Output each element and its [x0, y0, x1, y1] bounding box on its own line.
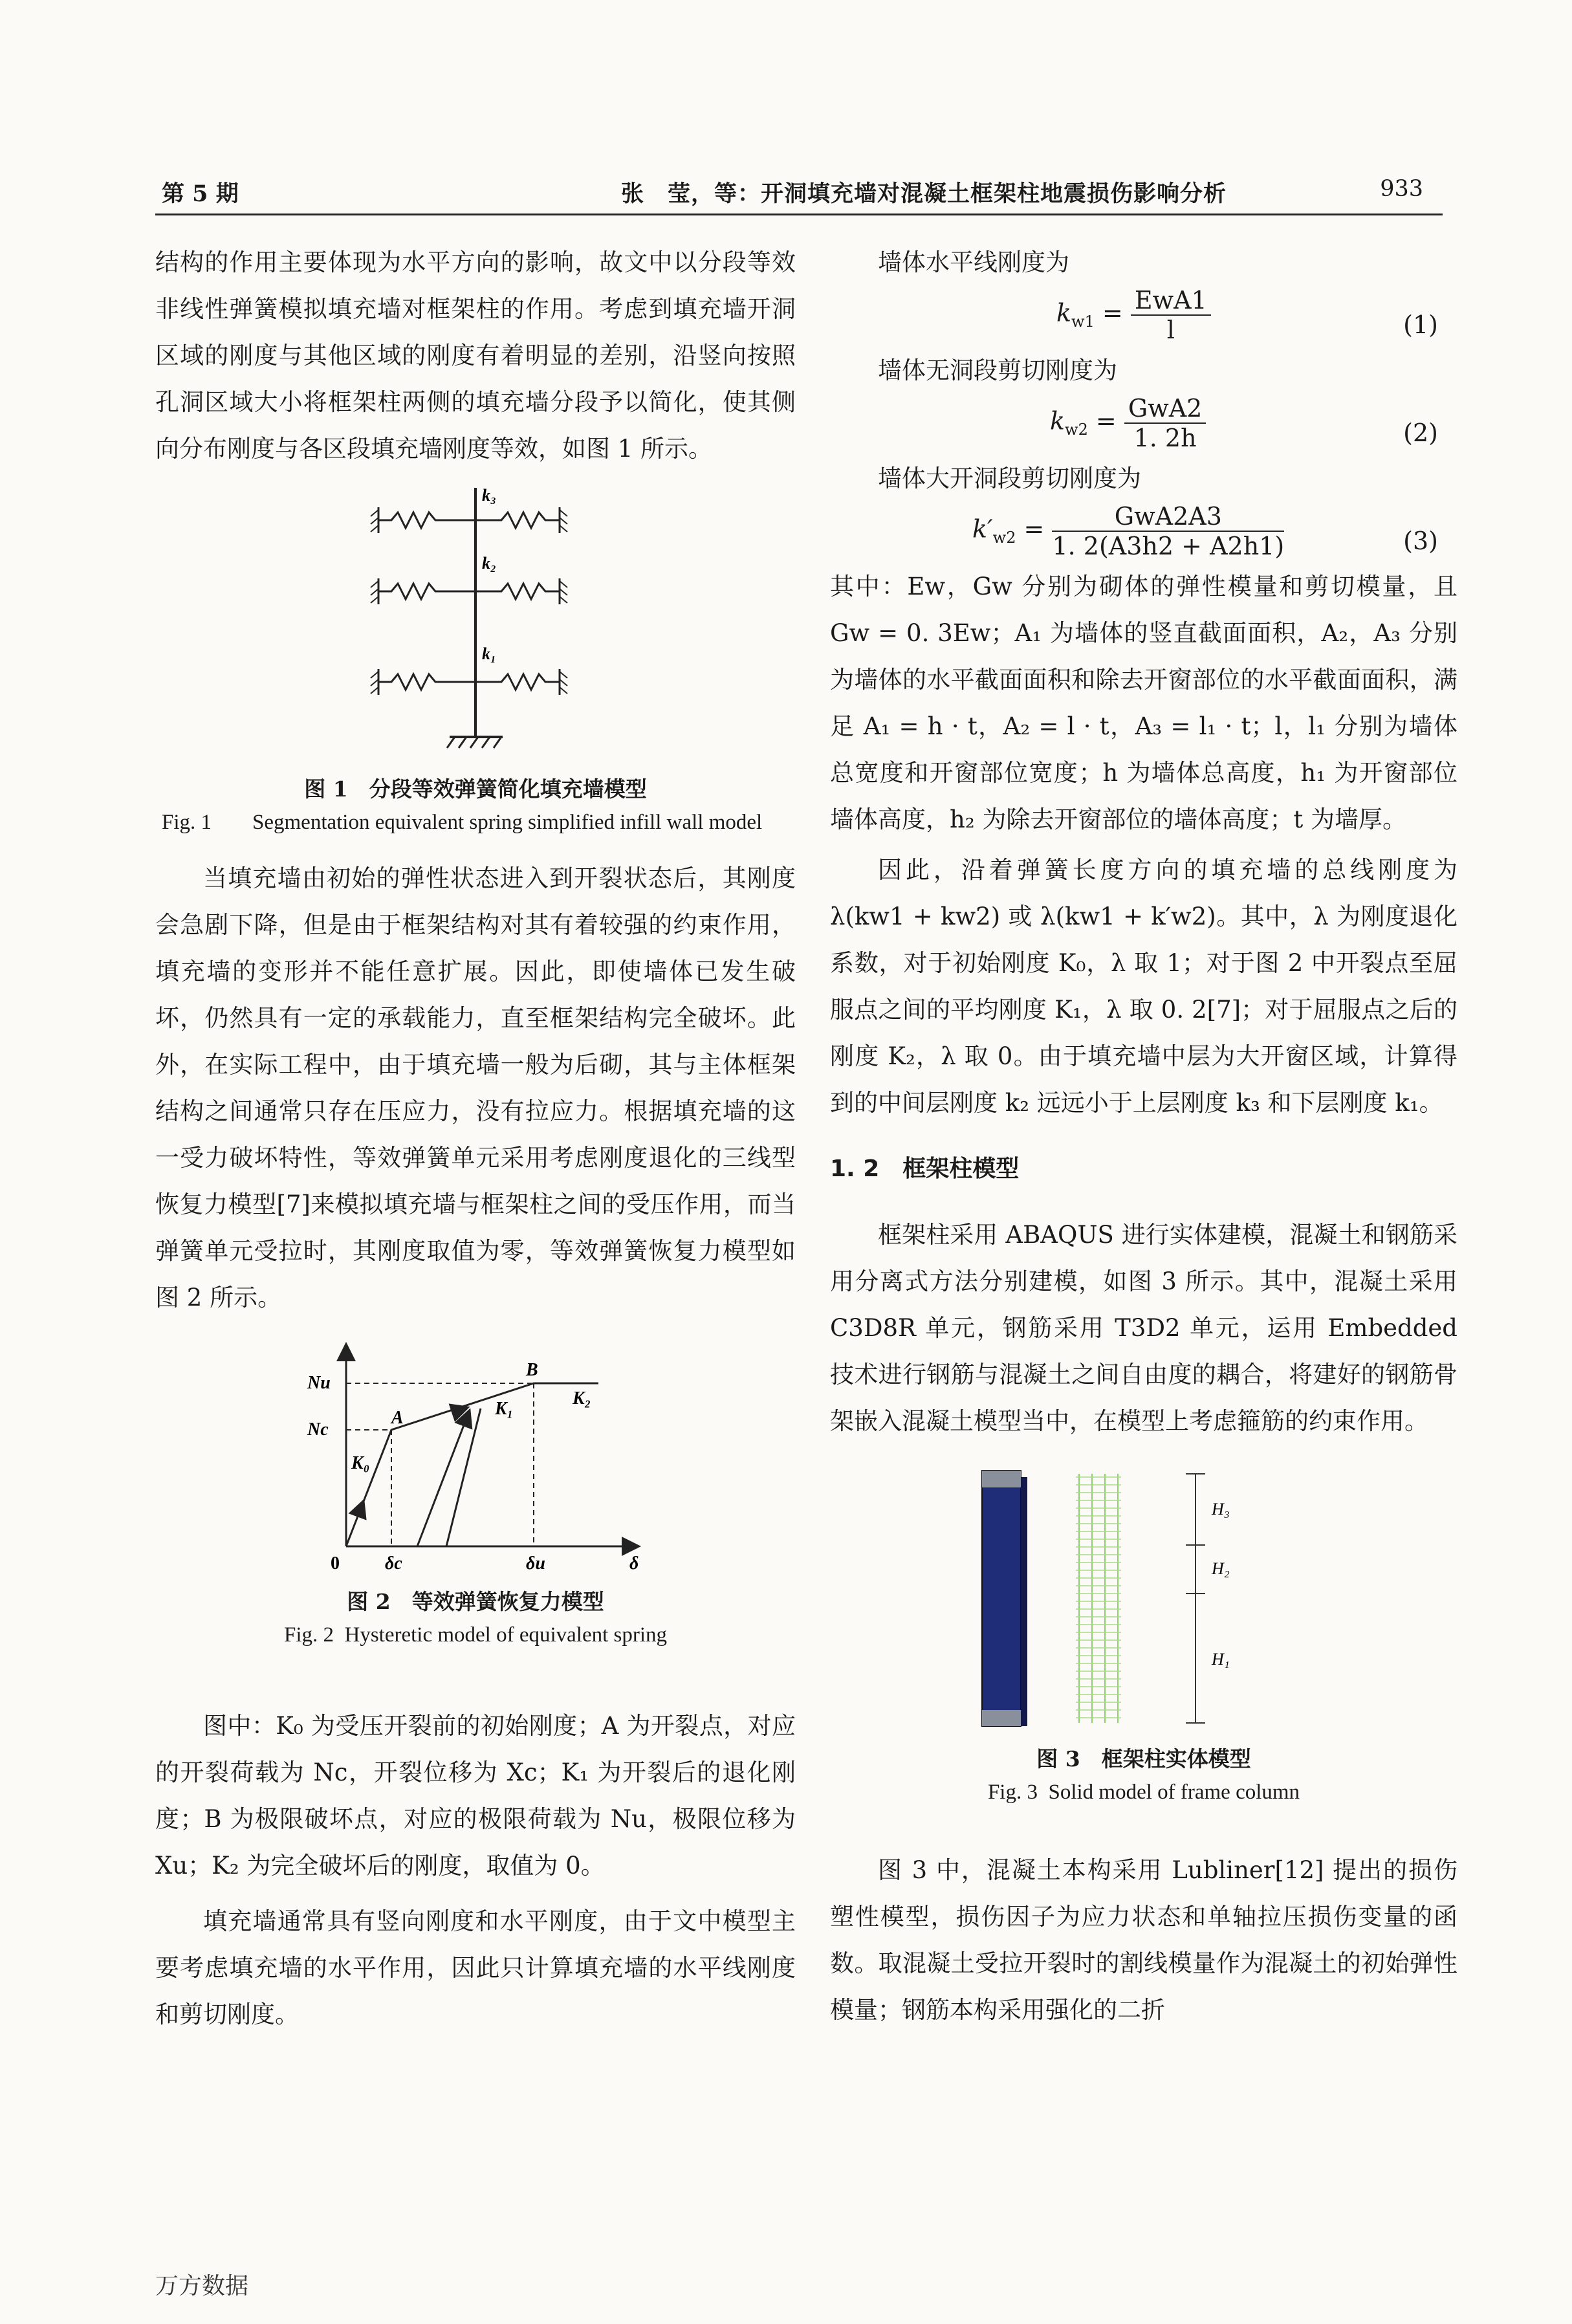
- spring-level-3: [378, 507, 560, 533]
- eq2-number: (2): [1403, 419, 1438, 447]
- label-h2: H₂: [1212, 1559, 1230, 1578]
- spring-level-2: [378, 578, 560, 604]
- eq1-number: (1): [1403, 311, 1438, 339]
- eq3-formula: $k'_{w2}$ = $\frac{\text{GwA2A3}}{1. 2(A3h2 + A2h1)}$: [972, 502, 1285, 560]
- spring-level-1: [378, 669, 560, 695]
- paragraph-3: 图中：K₀ 为受压开裂前的初始刚度；A 为开裂点，对应的开裂荷载为 Nc，开裂位移为 Xc；K₁ 为开裂后的退化刚度；B 为极限破坏点，对应的极限荷载为 Nu，极限位移为 Xu；K₂ 为完全破坏后的刚度，取值为 0。: [155, 1712, 796, 1880]
- label-k0: K₀: [351, 1453, 370, 1473]
- eq2-formula: $k_{w2}$ = $\frac{\text{GwA2}}{1. 2h}$: [1050, 394, 1206, 453]
- paragraph-7: 框架柱采用 ABAQUS 进行实体建模，混凝土和钢筋采用分离式方法分别建模，如图 3 所示。其中，混凝土采用 C3D8R 单元，钢筋采用 T3D2 单元，运用 Embedded 技术进行钢筋与混凝土之间自由度的耦合，将建好的钢筋骨架嵌入混凝土模型当中，在模型上考虑箍筋的约束作用。: [830, 1221, 1457, 1435]
- column-cap-bottom: [982, 1710, 1021, 1726]
- equation-1: [830, 286, 1457, 347]
- figure-3-caption-en: [830, 1776, 1457, 1808]
- eq1-formula: $k_{w1}$ = $\frac{\text{EwA1}}{l}$: [1056, 286, 1211, 345]
- running-title: 张 莹，等：开洞填充墙对混凝土框架柱地震损伤影响分析: [621, 181, 1227, 207]
- eq3-intro: 墙体大开洞段剪切刚度为: [878, 465, 1141, 492]
- eq2-intro: 墙体无洞段剪切刚度为: [878, 356, 1117, 384]
- wall-hatch: [371, 510, 567, 694]
- rebar-stirrups: [1076, 1477, 1121, 1718]
- figure-3-text: Solid model of frame column: [1048, 1781, 1300, 1804]
- column-side: [1021, 1477, 1027, 1726]
- label-nc: Nc: [307, 1420, 329, 1440]
- section-heading: 1. 2 框架柱模型: [830, 1156, 1020, 1182]
- label-dc: δc: [385, 1553, 402, 1573]
- rebar-skeleton: [1079, 1474, 1118, 1723]
- paragraph-6: 因此，沿着弹簧长度方向的填充墙的总线刚度为 λ(kw1 + kw2) 或 λ(kw1 + k′w2)。其中，λ 为刚度退化系数，对于初始刚度 K₀，λ 取 1；对于图 2 中开裂点至屈服点之间的平均刚度 K₁，λ 取 0. 2[7]；对于屈服点之后的刚度 K₂，λ 取 0。由于填充墙中层为大开窗区域，计算得到的中间层刚度 k₂ 远远小于上层刚度 k₃ 和下层刚度 k₁。: [830, 856, 1457, 1117]
- hysteretic-model-chart: [294, 1333, 657, 1579]
- figure-1-text: Segmentation equivalent spring simplified infill wall model: [252, 811, 763, 834]
- column-cap-top: [982, 1471, 1021, 1487]
- figure-2: [294, 1333, 657, 1579]
- page-number: 933: [1380, 176, 1423, 202]
- figure-3-label: Fig. 3: [987, 1781, 1038, 1804]
- label-k2: K₂: [573, 1388, 591, 1409]
- frame-column-model: [963, 1464, 1325, 1736]
- label-delta: δ: [629, 1553, 639, 1573]
- label-h1: H₁: [1212, 1650, 1230, 1669]
- figure-2-label: Fig. 2: [283, 1623, 334, 1647]
- eq1-intro: 墙体水平线刚度为: [878, 248, 1069, 276]
- figure-1-label: Fig. 1: [162, 811, 212, 834]
- label-b: B: [526, 1360, 538, 1380]
- label-k1: K₁: [495, 1399, 514, 1419]
- paragraph-1: 结构的作用主要体现为水平方向的影响，故文中以分段等效非线性弹簧模拟填充墙对框架柱的作用。考虑到填充墙开洞区域的刚度与其他区域的刚度有着明显的差别，沿竖向按照孔洞区域大小将框架柱两侧的填充墙分段予以简化，使其侧向分布刚度与各区段填充墙刚度等效，如图 1 所示。: [155, 248, 796, 463]
- figure-1: [353, 481, 598, 766]
- unload-line-2: [446, 1409, 481, 1546]
- k0-arrow: [359, 1502, 363, 1513]
- label-nu: Nu: [307, 1373, 331, 1393]
- figure-2-caption-cn: 图 2 等效弹簧恢复力模型: [347, 1589, 604, 1614]
- paragraph-2: 当填充墙由初始的弹性状态进入到开裂状态后，其刚度会急剧下降，但是由于框架结构对其有着较强的约束作用，填充墙的变形并不能任意扩展。因此，即使墙体已发生破坏，仍然具有一定的承载能力，直至框架结构完全破坏。此外，在实际工程中，由于填充墙一般为后砌，其与主体框架结构之间通常只存在压应力，没有拉应力。根据填充墙的这一受力破坏特性，等效弹簧单元采用考虑刚度退化的三线型恢复力模型[7]来模拟填充墙与框架柱之间的受压作用，而当弹簧单元受拉时，其刚度取值为零，等效弹簧恢复力模型如图 2 所示。: [155, 864, 796, 1311]
- eq3-number: (3): [1403, 527, 1438, 555]
- label-du: δu: [526, 1553, 545, 1573]
- label-k1: k₁: [482, 644, 497, 663]
- figure-3-caption-cn: 图 3 框架柱实体模型: [1036, 1746, 1251, 1771]
- unload-line-1: [417, 1412, 469, 1546]
- k1-arrow: [463, 1408, 466, 1409]
- left-column: [155, 239, 796, 2038]
- right-column: [830, 239, 1457, 2034]
- figure-3: [963, 1464, 1325, 1736]
- figure-1-caption-cn: 图 1 分段等效弹簧简化填充墙模型: [304, 776, 647, 802]
- label-h3: H₃: [1212, 1500, 1230, 1518]
- paragraph-5: 其中：Ew，Gw 分别为砌体的弹性模量和剪切模量，且 Gw = 0. 3Ew；A₁ 为墙体的竖直截面面积，A₂，A₃ 分别为墙体的水平截面面积和除去开窗部位的水平截面面积，满足 A₁ = h · t，A₂ = l · t，A₃ = l₁ · t；l，l₁ 分别为墙体总宽度和开窗部位宽度；h 为墙体总高度，h₁ 为开窗部位墙体高度，h₂ 为除去开窗部位的墙体高度；t 为墙厚。: [830, 573, 1457, 833]
- figure-2-text: Hysteretic model of equivalent spring: [344, 1623, 668, 1647]
- label-a: A: [391, 1408, 404, 1428]
- base-hatch: [447, 737, 501, 748]
- figure-2-caption-en: [155, 1619, 796, 1651]
- equation-3: [830, 502, 1457, 564]
- paragraph-4: 填充墙通常具有竖向刚度和水平刚度，由于文中模型主要考虑填充墙的水平作用，因此只计算填充墙的水平线刚度和剪切刚度。: [155, 1907, 796, 2028]
- label-k2: k₂: [482, 554, 497, 573]
- equation-2: [830, 394, 1457, 455]
- issue-number: 第 5 期: [162, 181, 239, 207]
- backbone-curve: [346, 1383, 598, 1546]
- figure-1-caption-en: [155, 806, 796, 839]
- footer-watermark: 万方数据: [155, 2273, 249, 2299]
- label-k3: k₃: [482, 486, 497, 505]
- spring-model-diagram: [353, 481, 598, 766]
- paragraph-8: 图 3 中，混凝土本构采用 Lubliner[12] 提出的损伤塑性模型，损伤因子为应力状态和单轴拉压损伤变量的函数。取混凝土受拉开裂时的割线模量作为混凝土的初始弹性模量；钢筋本构采用强化的二折: [830, 1856, 1457, 2024]
- concrete-column: [982, 1471, 1021, 1726]
- running-header: [155, 175, 1443, 215]
- label-origin: 0: [331, 1553, 340, 1573]
